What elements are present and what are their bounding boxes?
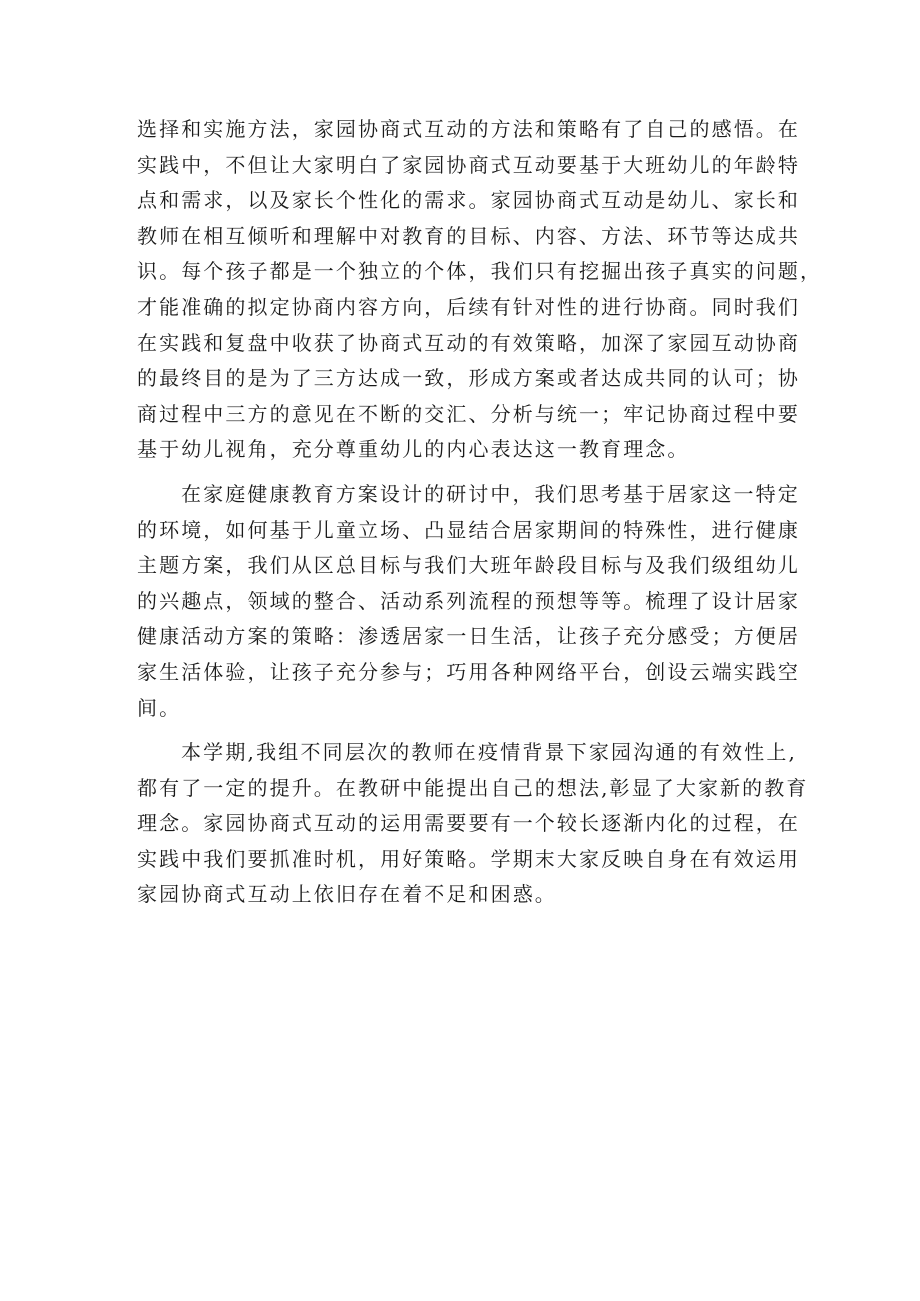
paragraph-line: 基于幼儿视角，充分尊重幼儿的内心表达这一教育理念。 xyxy=(137,437,690,462)
paragraph-line: 都有了一定的提升。在教研中能提出自己的想法,彰显了大家新的教育 xyxy=(137,775,809,800)
paragraph-line: 理念。家园协商式互动的运用需要要有一个较长逐渐内化的过程，在 xyxy=(137,811,800,836)
paragraph-line: 实践中我们要抓准时机，用好策略。学期末大家反映自身在有效运用 xyxy=(137,846,800,871)
paragraph-line: 在实践和复盘中收获了协商式互动的有效策略，加深了家园互动协商 xyxy=(137,330,800,355)
paragraph-line: 实践中，不但让大家明白了家园协商式互动要基于大班幼儿的年龄特 xyxy=(137,152,800,177)
paragraph-2 xyxy=(137,477,800,726)
paragraph-line: 教师在相互倾听和理解中对教育的目标、内容、方法、环节等达成共 xyxy=(137,223,800,248)
paragraph-1 xyxy=(137,112,823,468)
document-body xyxy=(137,112,823,913)
paragraph-line: 健康活动方案的策略：渗透居家一日生活，让孩子充分感受；方便居 xyxy=(137,624,800,649)
paragraph-line: 主题方案，我们从区总目标与我们大班年龄段目标与及我们级组幼儿 xyxy=(137,553,800,578)
paragraph-line: 点和需求，以及家长个性化的需求。家园协商式互动是幼儿、家长和 xyxy=(137,188,800,213)
paragraph-line: 的环境，如何基于儿童立场、凸显结合居家期间的特殊性，进行健康 xyxy=(137,517,800,542)
paragraph-line: 间。 xyxy=(137,695,182,720)
paragraph-line: 的最终目的是为了三方达成一致，形成方案或者达成共同的认可；协 xyxy=(137,366,800,391)
paragraph-line: 家生活体验，让孩子充分参与；巧用各种网络平台，创设云端实践空 xyxy=(137,659,800,684)
paragraph-line: 本学期,我组不同层次的教师在疫情背景下家园沟通的有效性上, xyxy=(181,740,797,765)
paragraph-line: 家园协商式互动上依旧存在着不足和困惑。 xyxy=(137,882,557,907)
paragraph-line: 商过程中三方的意见在不断的交汇、分析与统一；牢记协商过程中要 xyxy=(137,401,800,426)
paragraph-line: 的兴趣点，领域的整合、活动系列流程的预想等等。梳理了设计居家 xyxy=(137,588,800,613)
paragraph-line: 选择和实施方法，家园协商式互动的方法和策略有了自己的感悟。在 xyxy=(137,117,800,141)
paragraph-3 xyxy=(137,735,809,913)
paragraph-line: 识。每个孩子都是一个独立的个体，我们只有挖掘出孩子真实的问题， xyxy=(137,259,823,284)
paragraph-line: 在家庭健康教育方案设计的研讨中，我们思考基于居家这一特定 xyxy=(181,481,800,506)
paragraph-line: 才能准确的拟定协商内容方向，后续有针对性的进行协商。同时我们 xyxy=(137,294,800,319)
